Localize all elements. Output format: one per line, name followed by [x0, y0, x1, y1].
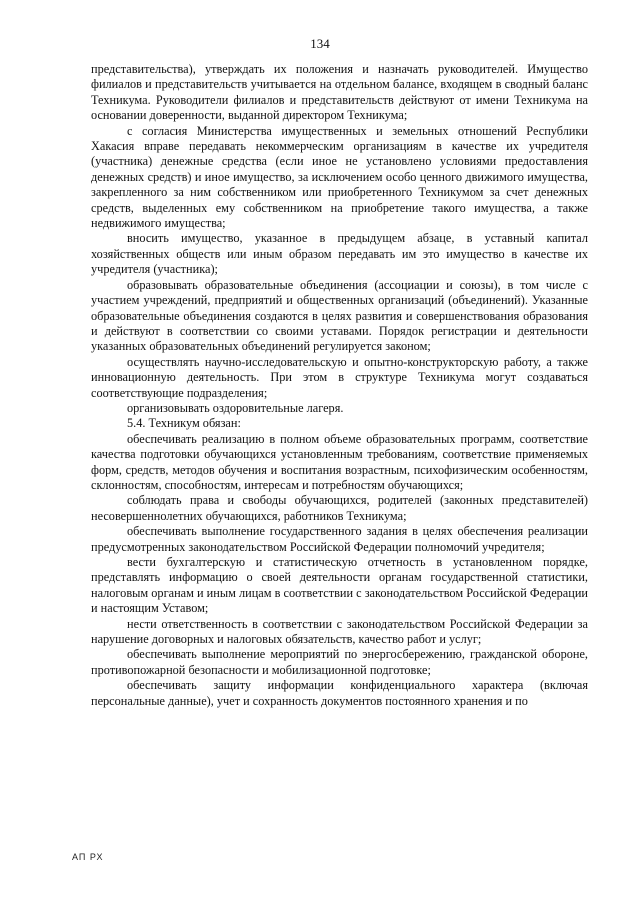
paragraph-9: соблюдать права и свободы обучающихся, родителей (законных представителей) несовершеннолетних обучающихся, работников Техникума;: [91, 493, 588, 523]
paragraph-4: образовывать образовательные объединения (ассоциации и союзы), в том числе с участием учреждений, предприятий и общественных организаций (объединений). Указанные образовательные объединения создаются в целях развития и совершенствования образования и действуют в соответствии со своими уставами. Порядок регистрации и деятельности указанных образовательных объединений регулируется законом;: [91, 277, 588, 354]
paragraph-13: обеспечивать выполнение мероприятий по энергосбережению, гражданской обороне, противопожарной безопасности и мобилизационной подготовке;: [91, 647, 588, 677]
paragraph-3: вносить имущество, указанное в предыдущем абзаце, в уставный капитал хозяйственных обществ или иным образом передавать им это имущество в качестве их учредителя (участника);: [91, 231, 588, 277]
paragraph-11: вести бухгалтерскую и статистическую отчетность в установленном порядке, представлять информацию о своей деятельности органам государственной статистики, налоговым органам и иным лицам в соответствии с законодательством Российской Федерации и настоящим Уставом;: [91, 555, 588, 616]
paragraph-6: организовывать оздоровительные лагеря.: [127, 400, 344, 415]
paragraph-5: осуществлять научно-исследовательскую и опытно-конструкторскую работу, а также инновационную деятельность. При этом в структуре Техникума могут создаваться соответствующие подразделения;: [91, 354, 588, 400]
body-text: [91, 62, 588, 709]
paragraph-8: обеспечивать реализацию в полном объеме образовательных программ, соответствие качества подготовки обучающихся установленным требованиям, соответствие применяемых форм, средств, методов обучения и воспитания возрастным, психофизическим особенностям, склонностям, способностям, интересам и потребностям обучающихся;: [91, 431, 588, 492]
footer-stamp: АП РХ: [72, 852, 104, 862]
paragraph-1: представительства), утверждать их положения и назначать руководителей. Имущество филиалов и представительств учитывается на отдельном балансе, входящем в сводный баланс Техникума. Руководители филиалов и представительств действуют от имени Техникума на основании доверенности, выданной директором Техникума;: [91, 62, 588, 123]
paragraph-2: с согласия Министерства имущественных и земельных отношений Республики Хакасия вправе передавать некоммерческим организациям в качестве их учредителя (участника) денежные средства (если иное не установлено условиями предоставления денежных средств) и иное имущество, за исключением особо ценного движимого имущества, закрепленного за ним собственником или приобретенного Техникумом за счет денежных средств, выделенных ему собственником на приобретение такого имущества, а также недвижимого имущества;: [91, 123, 588, 231]
paragraph-12: нести ответственность в соответствии с законодательством Российской Федерации за нарушение договорных и налоговых обязательств, качество работ и услуг;: [91, 616, 588, 647]
section-heading-5-4: 5.4. Техникум обязан:: [127, 416, 241, 431]
paragraph-10: обеспечивать выполнение государственного задания в целях обеспечения реализации предусмотренных законодательством Российской Федерации полномочий учредителя;: [91, 524, 588, 554]
page-number: 134: [310, 36, 330, 51]
paragraph-14: обеспечивать защиту информации конфиденциального характера (включая персональные данные), учет и сохранность документов постоянного хранения и по: [91, 678, 588, 708]
